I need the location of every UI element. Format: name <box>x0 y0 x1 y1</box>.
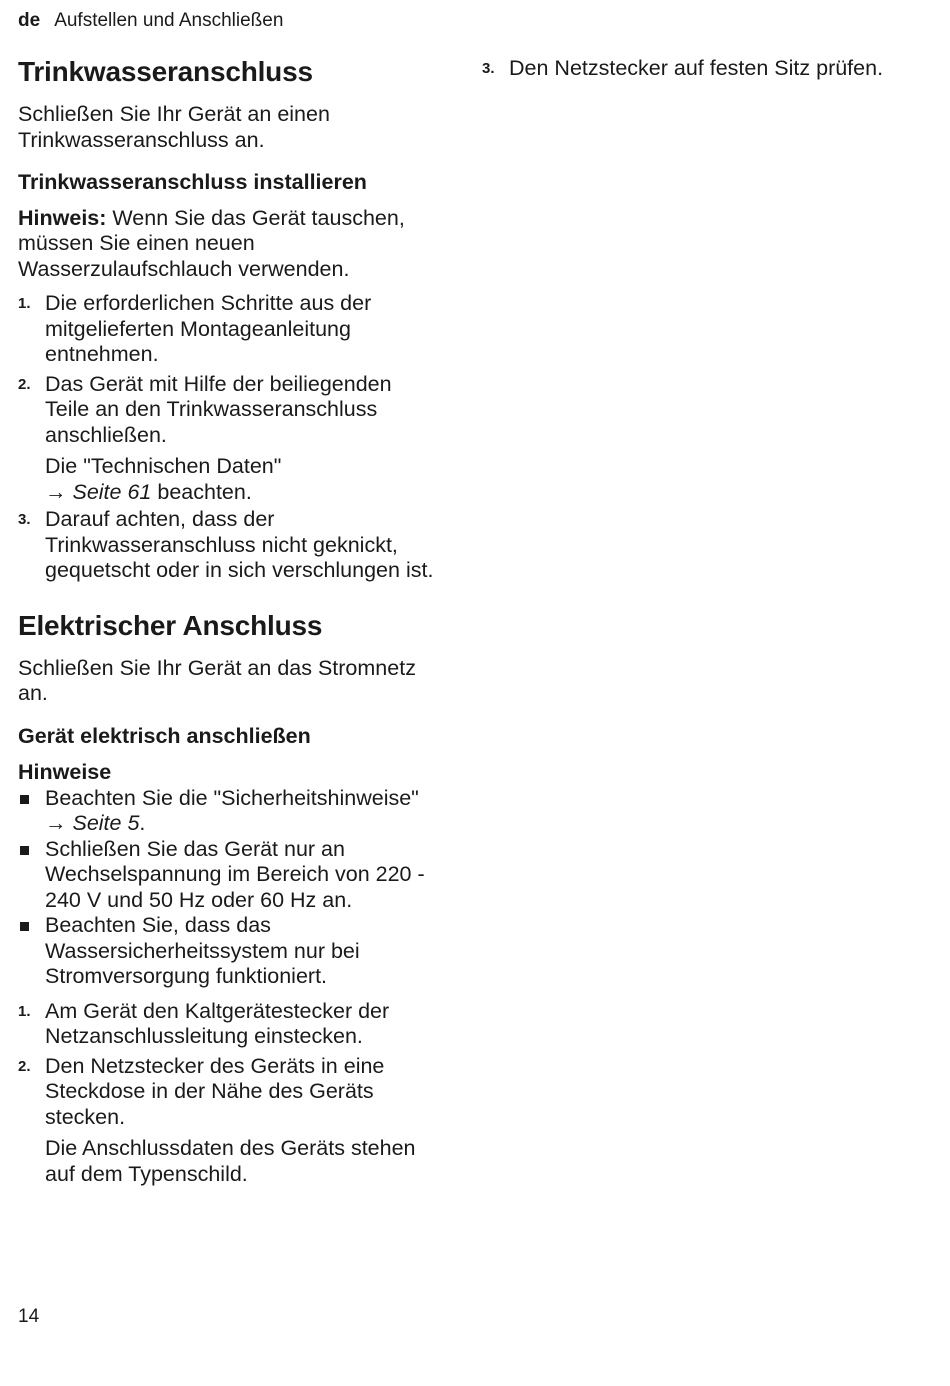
page-header <box>18 9 283 33</box>
electric-step <box>482 56 902 82</box>
notes-label: Hinweise <box>18 760 112 784</box>
bullet-tail: . <box>139 811 146 835</box>
water-step <box>18 291 438 368</box>
arrow-icon: → <box>45 479 73 504</box>
note-label: Hinweis: <box>18 205 107 230</box>
bullet-icon <box>20 795 29 804</box>
step-number: 1. <box>18 1002 31 1020</box>
step-text: Am Gerät den Kaltgerätestecker der Netzanschlussleitung einstecken. <box>45 998 390 1048</box>
step-text: Den Netzstecker des Geräts in eine Steckdose in der Nähe des Geräts stecken. <box>45 1053 385 1129</box>
bullet-text: Beachten Sie, dass das Wassersicherheitssystem nur bei Stromversorgung funktioniert. <box>45 913 360 988</box>
language-code: de <box>18 10 41 31</box>
electric-subtitle: Gerät elektrisch anschließen <box>18 723 311 748</box>
step-note: Die Anschlussdaten des Geräts stehen auf dem Typenschild. <box>45 1136 416 1186</box>
step-text: Das Gerät mit Hilfe der beiliegenden Teile an den Trinkwasseranschluss anschließen. <box>45 371 392 447</box>
note-text: Wenn Sie das Gerät tauschen, müssen Sie einen neuen Wasserzulaufschlauch verwenden. <box>18 205 405 281</box>
step-note-text: Die "Technischen Daten" <box>45 454 282 478</box>
step-number: 3. <box>18 511 31 528</box>
water-steps <box>18 291 438 584</box>
water-intro: Schließen Sie Ihr Gerät an einen Trinkwasseranschluss an. <box>18 102 330 152</box>
section-title: Aufstellen und Anschließen <box>54 10 284 31</box>
water-step <box>18 372 438 449</box>
step-text: Darauf achten, dass der Trinkwasseranschluss nicht geknickt, gequetscht oder in sich verschlungen ist. <box>45 507 434 582</box>
step-number: 3. <box>482 60 495 77</box>
notes-list <box>18 786 438 990</box>
electric-title: Elektrischer Anschluss <box>18 609 323 641</box>
bullet-icon <box>20 846 29 855</box>
step-number: 2. <box>18 1057 31 1075</box>
right-column <box>482 56 902 82</box>
step-note-tail: beachten. <box>151 479 252 504</box>
list-item <box>18 786 438 837</box>
step-note <box>18 454 438 505</box>
page-number: 14 <box>18 1306 40 1327</box>
page-reference-link[interactable]: Seite 61 <box>72 479 152 504</box>
electric-intro: Schließen Sie Ihr Gerät an das Stromnetz an. <box>18 655 416 705</box>
electric-steps <box>18 999 438 1188</box>
water-title: Trinkwasseranschluss <box>18 56 313 87</box>
page-reference-link[interactable]: Seite 5 <box>72 811 140 835</box>
list-item <box>18 913 438 990</box>
step-text: Den Netzstecker auf festen Sitz prüfen. <box>509 56 884 80</box>
list-item <box>18 837 438 914</box>
step-number: 2. <box>18 375 31 393</box>
electric-step <box>18 1054 438 1131</box>
step-text: Die erforderlichen Schritte aus der mitgelieferten Montageanleitung entnehmen. <box>45 291 372 366</box>
left-column <box>18 54 438 1187</box>
water-subtitle: Trinkwasseranschluss installieren <box>18 170 367 194</box>
water-note <box>18 206 438 283</box>
water-step <box>18 507 438 584</box>
step-number: 1. <box>18 295 31 312</box>
electric-step <box>18 999 438 1050</box>
bullet-text: Schließen Sie das Gerät nur an Wechselspannung im Bereich von 220 - 240 V und 50 Hz oder 60 Hz an. <box>45 836 425 912</box>
bullet-text: Beachten Sie die "Sicherheitshinweise" → <box>45 785 419 835</box>
bullet-icon <box>20 922 29 931</box>
